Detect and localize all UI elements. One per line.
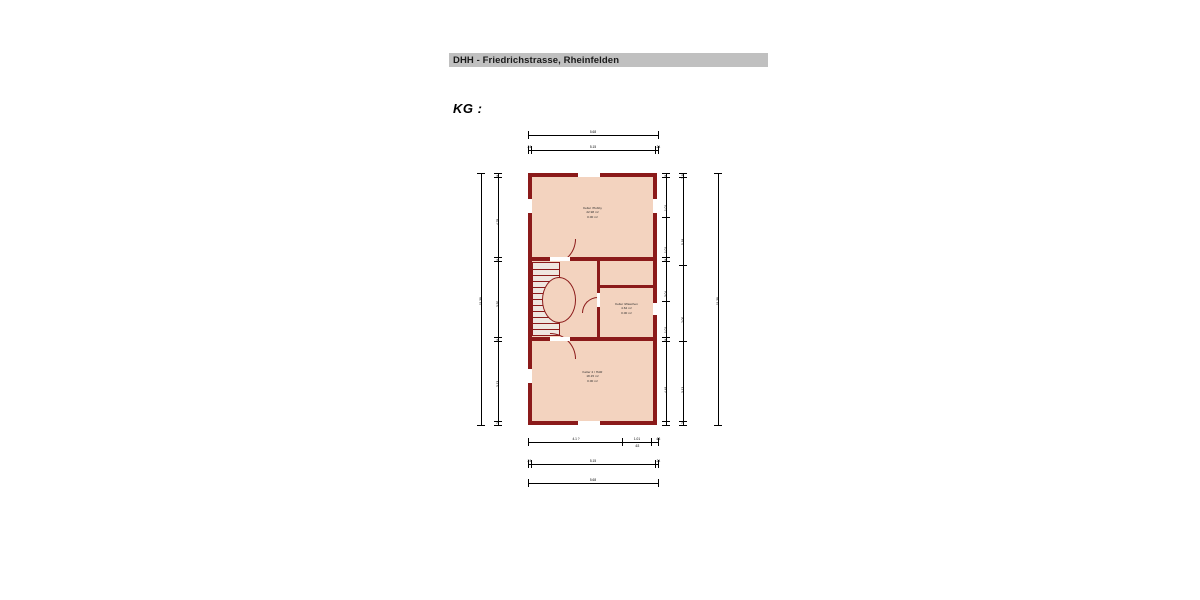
dim-tick-b1-3 — [651, 438, 652, 446]
window-top-1 — [578, 173, 600, 177]
dim-tick-b1-1 — [528, 438, 529, 446]
dim-tick-b3-2 — [658, 479, 659, 487]
dim-line-top-inner — [528, 150, 658, 151]
dim-tick-r1-6 — [662, 301, 670, 302]
window-left-1 — [528, 199, 532, 213]
dim-tick-b3-1 — [528, 479, 529, 487]
dim-tick-left-8 — [494, 425, 502, 426]
room-keller-waschen-label: Keller /Waschen 4.62 m² 0.00 m² — [615, 302, 638, 315]
dim-left-seg-2: 4.78 — [496, 218, 500, 225]
dim-line-left-chain — [498, 173, 499, 425]
dim-left-seg-6: 3.13 — [496, 380, 500, 387]
dim-bottom-row1-mid: 1.01 — [633, 437, 641, 441]
dim-right-seg-1: .24 — [664, 174, 668, 179]
dim-top-outer: 5.68 — [589, 130, 597, 134]
dim-right-seg-7: .24 — [664, 258, 668, 263]
dim-tick-r1-3 — [662, 217, 670, 218]
dim-top-inner-right: .24 — [655, 145, 661, 149]
dim-bottom-row1-left: 4.1 ? — [572, 437, 580, 441]
dim-tick-top-outer-right — [658, 131, 659, 139]
dim-right-seg-3: 1.01 — [664, 204, 668, 211]
dim-right-seg-12: 3.13 — [681, 386, 685, 393]
dim-bottom-inner-left: .24 — [526, 459, 532, 463]
dim-tick-r3-2 — [714, 425, 722, 426]
dim-left-outer: 11.38 — [479, 297, 483, 305]
dim-left-seg-4: 3.50 — [496, 300, 500, 307]
dim-right-seg-9: 2.00 — [681, 316, 685, 323]
dim-tick-r1-10 — [662, 425, 670, 426]
dim-tick-top-outer-left — [528, 131, 529, 139]
door-gap-hobby — [550, 257, 570, 261]
dim-line-bottom-row1 — [528, 442, 658, 443]
dim-right-seg-11: 4.48 — [664, 386, 668, 393]
dim-tick-left-outer-bot — [477, 425, 485, 426]
staircase — [532, 262, 560, 336]
dim-right-seg-2: 2.18 — [681, 172, 685, 179]
window-right-2 — [653, 303, 657, 315]
room-keller2-har-label: Keller 2 / HAR 18.15 m² 0.00 m² — [582, 370, 603, 383]
dim-top-inner-left: .24 — [526, 145, 532, 149]
room-keller-hobby-label: Keller /Hobby 22.98 m² 0.00 m² — [583, 206, 602, 219]
plan-title-bar — [449, 53, 768, 67]
dim-bottom-row1-sub: .63 — [634, 444, 640, 448]
dim-tick-r2-3 — [679, 265, 687, 266]
floor-label: KG : — [453, 101, 483, 116]
dim-line-bottom-outer — [528, 483, 658, 484]
dim-tick-b1-2 — [622, 438, 623, 446]
page-title: DHH - Friedrichstrasse, Rheinfelden — [453, 54, 620, 66]
dim-left-seg-5: .24 — [496, 338, 500, 343]
window-bottom-1 — [578, 421, 600, 425]
room-keller-waschen — [600, 288, 653, 337]
dim-tick-r2-6 — [679, 425, 687, 426]
door-gap-waschen — [597, 293, 600, 307]
dim-right-seg-8: 1.01 — [664, 326, 668, 333]
dim-left-seg-7: .24 — [496, 420, 500, 425]
window-right-1 — [653, 199, 657, 213]
dim-right-seg-5: 5.18 — [681, 238, 685, 245]
dim-bottom-inner-mid: 5.15 — [589, 459, 597, 463]
dim-right-seg-13: .24 — [681, 420, 685, 425]
stair-landing-curve — [542, 277, 576, 323]
dim-tick-r3-1 — [714, 173, 722, 174]
dim-right-outer: 11.38 — [716, 297, 720, 305]
floor-plan — [470, 125, 730, 495]
door-gap-keller2 — [550, 337, 570, 341]
dim-line-top-outer — [528, 135, 658, 136]
dim-top-inner-mid: 5.15 — [589, 145, 597, 149]
dim-bottom-inner-right: .24 — [655, 459, 661, 463]
room-keller-hobby — [532, 177, 653, 257]
dim-right-seg-10: .24 — [664, 338, 668, 343]
dim-tick-left-outer-top — [477, 173, 485, 174]
dim-bottom-outer: 5.68 — [589, 478, 597, 482]
window-left-2 — [528, 369, 532, 383]
dim-left-seg-1: .24 — [496, 174, 500, 179]
dim-tick-r1-9 — [662, 421, 670, 422]
dim-tick-r2-4 — [679, 341, 687, 342]
dim-left-seg-3: .24 — [496, 258, 500, 263]
dim-right-seg-4: 1.01 — [664, 246, 668, 253]
room-keller2-har — [532, 341, 653, 421]
dim-right-seg-6: 3.04 — [664, 290, 668, 297]
dim-bottom-row1-right: .63 — [655, 437, 661, 441]
dim-line-bottom-inner — [528, 464, 658, 465]
